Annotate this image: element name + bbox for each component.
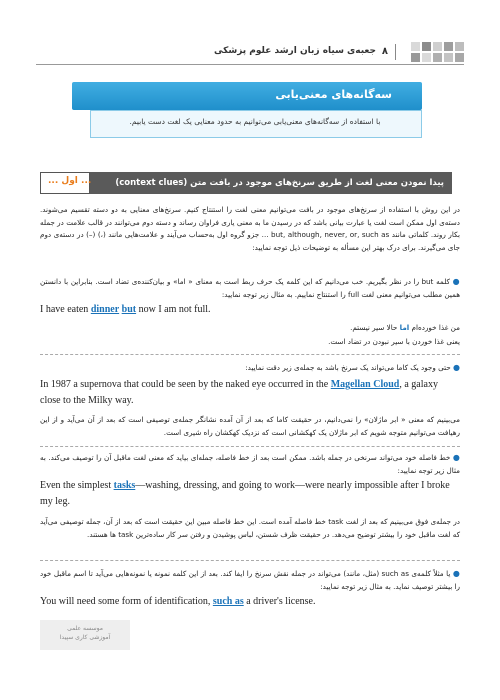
bullet-1-text: کلمه but را در نظر بگیریم. خب می‌دانیم که این کلمه یک حرف ربط است به معنای « اما» و بیان‌کننده‌ی تضاد است. بنابراین با دانستن همین مطلب می‌توانیم معنی لغت full را استنتاج نماییم. به مثال زیر توجه نمایید:	[40, 277, 460, 299]
section-title: سه‌گانه‌های معنی‌یابی	[275, 88, 392, 101]
header-square	[455, 42, 464, 51]
example-3-hl: tasks	[113, 480, 136, 491]
example-1-post: now I am not full.	[136, 304, 211, 315]
part-tag: ... اول ...	[48, 176, 92, 186]
example-2	[40, 377, 460, 409]
bullet-icon: ●	[452, 453, 460, 462]
example-4	[40, 594, 460, 610]
example-4-pre: You will need some form of identification,	[40, 596, 213, 607]
header-square	[422, 42, 431, 51]
bullet-4	[40, 568, 460, 593]
example-3-pre: Even the simplest	[40, 480, 114, 491]
example-3-post: —washing, dressing, and going to work—were nearly impossible after I broke my leg.	[40, 480, 450, 507]
translation-1-pre: من غذا خورده‌ام	[409, 323, 460, 332]
example-1-word: dinner	[90, 304, 120, 315]
header-square	[444, 42, 453, 51]
header-square	[411, 42, 420, 51]
divider	[40, 560, 460, 561]
paragraph-2: می‌بینیم که معنی « ابر ماژلان» را نمی‌دانیم، در حقیقت کاما که بعد از آن آمده نشانگر جمله‌ی توصیفی است که بعد از آن می‌آید و از این رهیافت می‌توانیم متوجه شویم که ابر ماژلان یک کهکشانی است که نزدیک کهکشان راه شیری است.	[40, 415, 460, 437]
header-square	[411, 53, 420, 62]
header-divider	[395, 44, 396, 60]
example-1-pre: I have eaten	[40, 304, 91, 315]
header-square	[455, 53, 464, 62]
divider	[40, 446, 460, 447]
intro-text: با استفاده از سه‌گانه‌های معنی‌یابی می‌توانیم به حدود معنایی یک لغت دست یابیم.	[129, 117, 381, 126]
bullet-1	[40, 276, 460, 301]
bullet-3	[40, 452, 460, 477]
example-1-but: but	[121, 304, 137, 315]
footer-line-1: موسسه علمی	[67, 625, 103, 632]
example-3	[40, 478, 460, 510]
example-2-pre: In 1987 a supernova that could be seen by the naked eye occurred in the	[40, 379, 331, 390]
translation-1-note: یعنی غذا خوردن با سیر نبودن در تضاد است.	[328, 337, 460, 346]
example-4-post: a driver's license.	[243, 596, 316, 607]
translation-1-hl: اما	[399, 323, 410, 332]
example-2-post: , a galaxy close to the Milky way.	[40, 379, 438, 406]
example-2-hl: Magellan Cloud	[330, 379, 400, 390]
example-1	[40, 302, 460, 318]
bullet-icon: ●	[452, 277, 460, 286]
header-rule	[36, 64, 464, 65]
bullet-2	[40, 362, 460, 375]
header-square	[444, 53, 453, 62]
paragraph-3: در جمله‌ی فوق می‌بینیم که بعد از لغت task خط فاصله آمده است. این خط فاصله مبین این حقیقت است که بعد از آن، جمله توصیفی می‌آید که لغت ماقبل خود را بیشتر توضیح می‌دهد. در حقیقت ظرف شستن، لباس پوشیدن و رفتن سر کار ساده‌ترین task ها هستند.	[40, 517, 461, 539]
bullet-icon: ●	[452, 569, 460, 578]
page-number: ۸	[381, 46, 388, 57]
book-title: جعبه‌ی سیاه زبان ارشد علوم پزشکی	[214, 46, 376, 56]
bullet-4-text: یا مثلاً کلمه‌ی such as (مثل، مانند) می‌تواند در جمله نقش سرنخ را ایفا کند. بعد از این کلمه نمونه یا نمونه‌هایی می‌آید تا اسم ماقبل خود را بیشتر توصیف نماید. به مثال زیر توجه نمایید:	[40, 569, 460, 591]
footer-publisher	[46, 624, 124, 642]
header-square	[433, 42, 442, 51]
example-4-hl: such as	[212, 596, 244, 607]
part-title: پیدا نمودن معنی لغت از طریق سرنخ‌های موجود در بافت متن (context clues)	[115, 178, 444, 188]
footer-line-2: آموزشی کاری سپیدا	[59, 634, 111, 641]
paragraph-1: در این روش با استفاده از سرنخ‌های موجود در بافت می‌توانیم معنی لغت را استنتاج کنیم. سرنخ‌های معنایی به دو دسته تقسیم می‌شوند. دسته‌ی اول ممکن است لغت یا عبارت بیانی باشد که در رسیدن ما به معنی یاری فراوان رساند و دسته دوم می‌توانند در قالب علامت در جمله بکار روند. کلماتی مانند but, although, never, or, such as ... جزو گروه اول به‌حساب می‌آیند و علامت‌هایی مانند (،) (–) در دسته‌ی دوم جای می‌گیرند. برای درک بهتر این مسأله به توضیحات ذیل توجه نمایید:	[40, 205, 461, 252]
header-square	[422, 53, 431, 62]
translation-1	[40, 322, 460, 335]
bullet-2-text: حتی وجود یک کاما می‌تواند یک سرنخ باشد به جمله‌ی زیر دقت نمایید:	[245, 363, 451, 372]
divider	[40, 354, 460, 355]
bullet-icon: ●	[453, 363, 460, 372]
translation-1-post: حالا سیر نیستم.	[350, 323, 400, 332]
bullet-3-text: خط فاصله خود می‌تواند سرنخی در جمله باشد. ممکن است بعد از خط فاصله، جمله‌ای بیاید که معنی لغت ماقبل آن را توصیف می‌کند. به مثال زیر توجه نمایید:	[40, 453, 460, 475]
header-square	[433, 53, 442, 62]
